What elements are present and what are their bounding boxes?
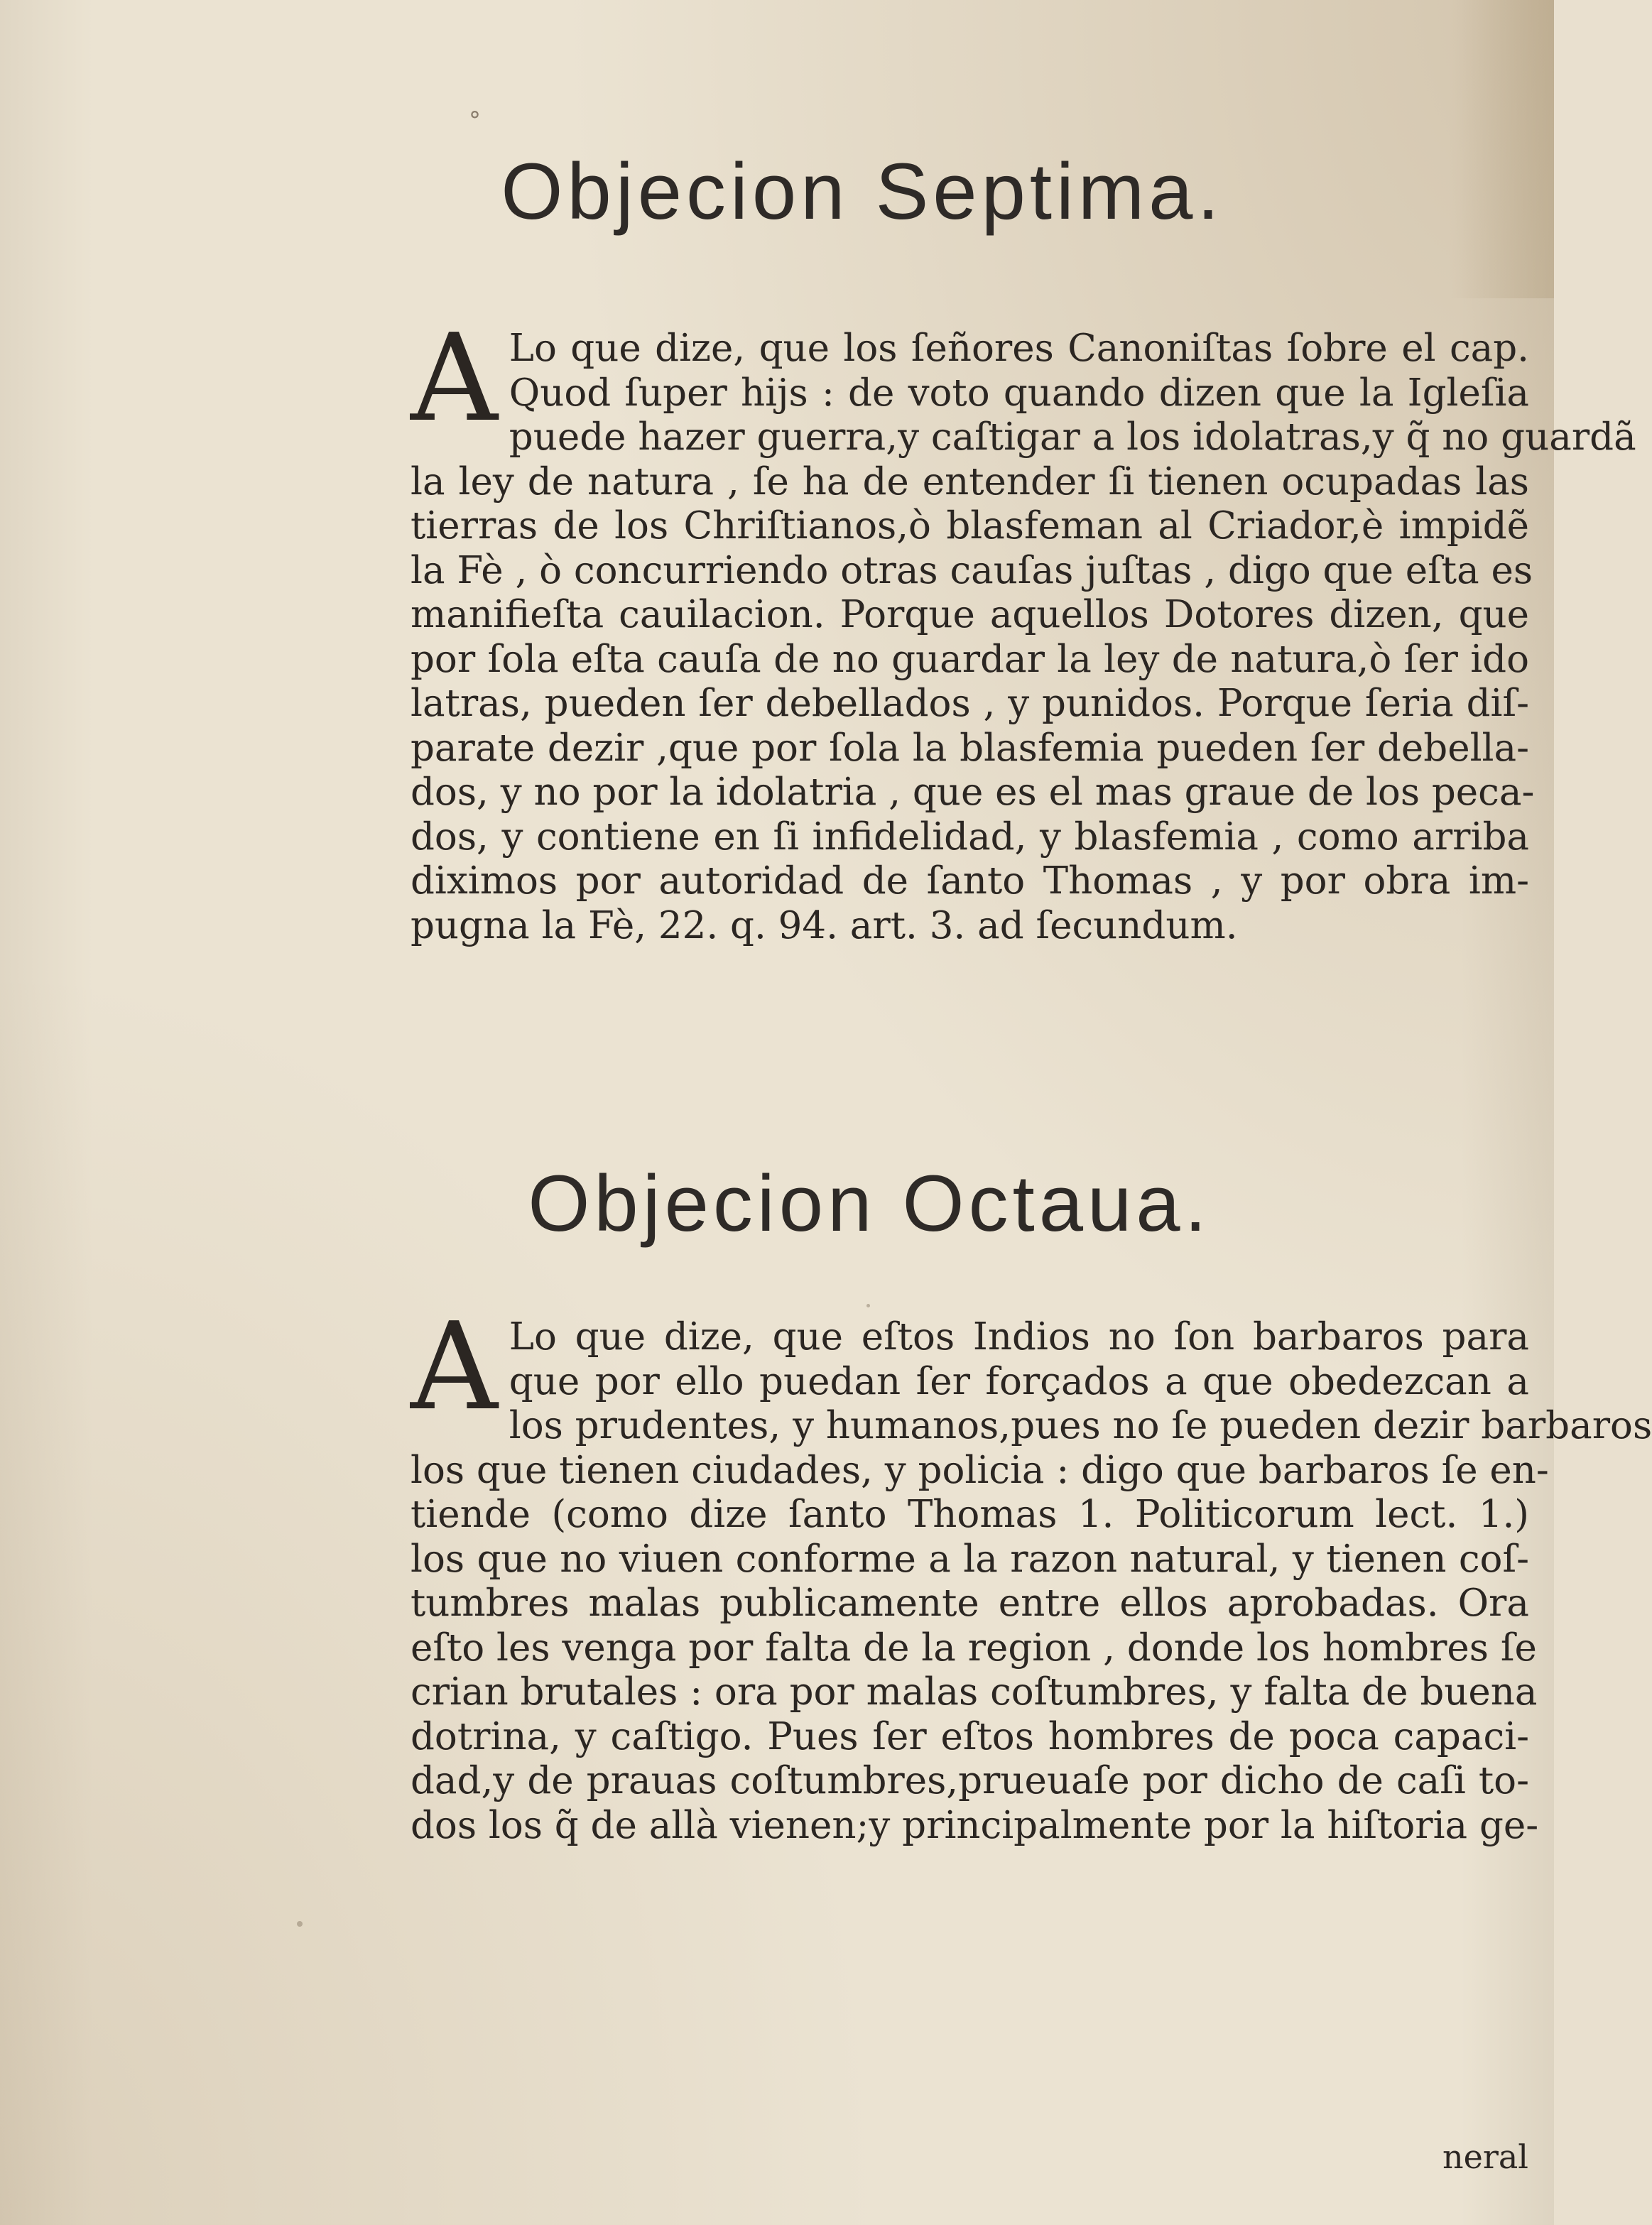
text-line: tumbres malas publicamente entre ellos aprobadas. Ora — [411, 1582, 1529, 1625]
ink-speck — [866, 1304, 870, 1307]
text-line: Lo que dize, que eſtos Indios no ſon barbaros para — [509, 1315, 1529, 1359]
text-line: diximos por autoridad de ſanto Thomas , y por obra im- — [411, 859, 1529, 903]
text-line: pugna la Fè, 22. q. 94. art. 3. ad ſecundum. — [411, 903, 1238, 947]
drop-capital: A — [411, 308, 498, 449]
text-line: dotrina, y caſtigo. Pues ſer eſtos hombres de poca capaci- — [411, 1714, 1529, 1758]
text-line: los que tienen ciudades, y policia : digo que barbaros ſe en- — [411, 1448, 1549, 1492]
section-heading-octaua: Objecion Octaua. — [528, 1159, 1211, 1248]
text-line: latras, pueden ſer debellados , y punidos. Porque ſeria diſ- — [411, 682, 1529, 725]
section-octaua-body — [411, 1297, 1652, 1848]
text-line: la Fè , ò concurriendo otras cauſas juſtas , digo que eſta es — [411, 548, 1533, 592]
text-line: los que no viuen conforme a la razon natural, y tienen coſ- — [411, 1537, 1529, 1581]
ink-speck — [297, 1921, 303, 1927]
text-line: eſto les venga por falta de la region , donde los hombres ſe — [411, 1626, 1537, 1670]
text-line: Lo que dize, que los ſeñores Canoniſtas ſobre el cap. — [509, 327, 1529, 370]
page-mark: ° — [469, 107, 481, 135]
text-line: crian brutales : ora por malas coſtumbres, y falta de buena — [411, 1670, 1538, 1714]
text-line: dos, y contiene en ſi infidelidad, y blasfemia , como arriba — [411, 815, 1529, 859]
text-line: tiende (como dize ſanto Thomas 1. Politicorum lect. 1.) — [411, 1493, 1529, 1536]
text-line: dos los q̃ de allà vienen;y principalmente por la hiſtoria ge- — [411, 1803, 1539, 1847]
text-line: dad,y de prauas coſtumbres,prueuaſe por dicho de caſi to- — [411, 1759, 1529, 1802]
text-line: puede hazer guerra,y caſtigar a los idolatras,y q̃ no guardã — [509, 415, 1636, 459]
text-line: los prudentes, y humanos,pues no ſe pueden dezir barbaros — [509, 1404, 1652, 1447]
section-septima-body — [411, 308, 1636, 948]
text-line: manifieſta cauilacion. Porque aquellos Dotores dizen, que — [411, 593, 1529, 636]
drop-capital: A — [411, 1297, 498, 1437]
text-line: parate dezir ,que por ſola la blasfemia pueden ſer debella- — [411, 726, 1529, 770]
text-line: que por ello puedan ſer forçados a que obedezcan a — [509, 1359, 1529, 1403]
text-line: dos, y no por la idolatria , que es el mas graue de los peca- — [411, 771, 1535, 814]
text-line: la ley de natura , ſe ha de entender ſi tienen ocupadas las — [411, 459, 1529, 504]
section-heading-septima: Objecion Septima. — [501, 147, 1224, 236]
text-line: Quod ſuper hijs : de voto quando dizen que la Igleſia — [509, 371, 1529, 415]
text-line: tierras de los Chriſtianos,ò blasfeman al Criador,è impidẽ — [411, 504, 1529, 548]
text-line: por ſola eſta cauſa de no guardar la ley de natura,ò ſer ido — [411, 637, 1529, 681]
catchword: neral — [1442, 2138, 1528, 2176]
